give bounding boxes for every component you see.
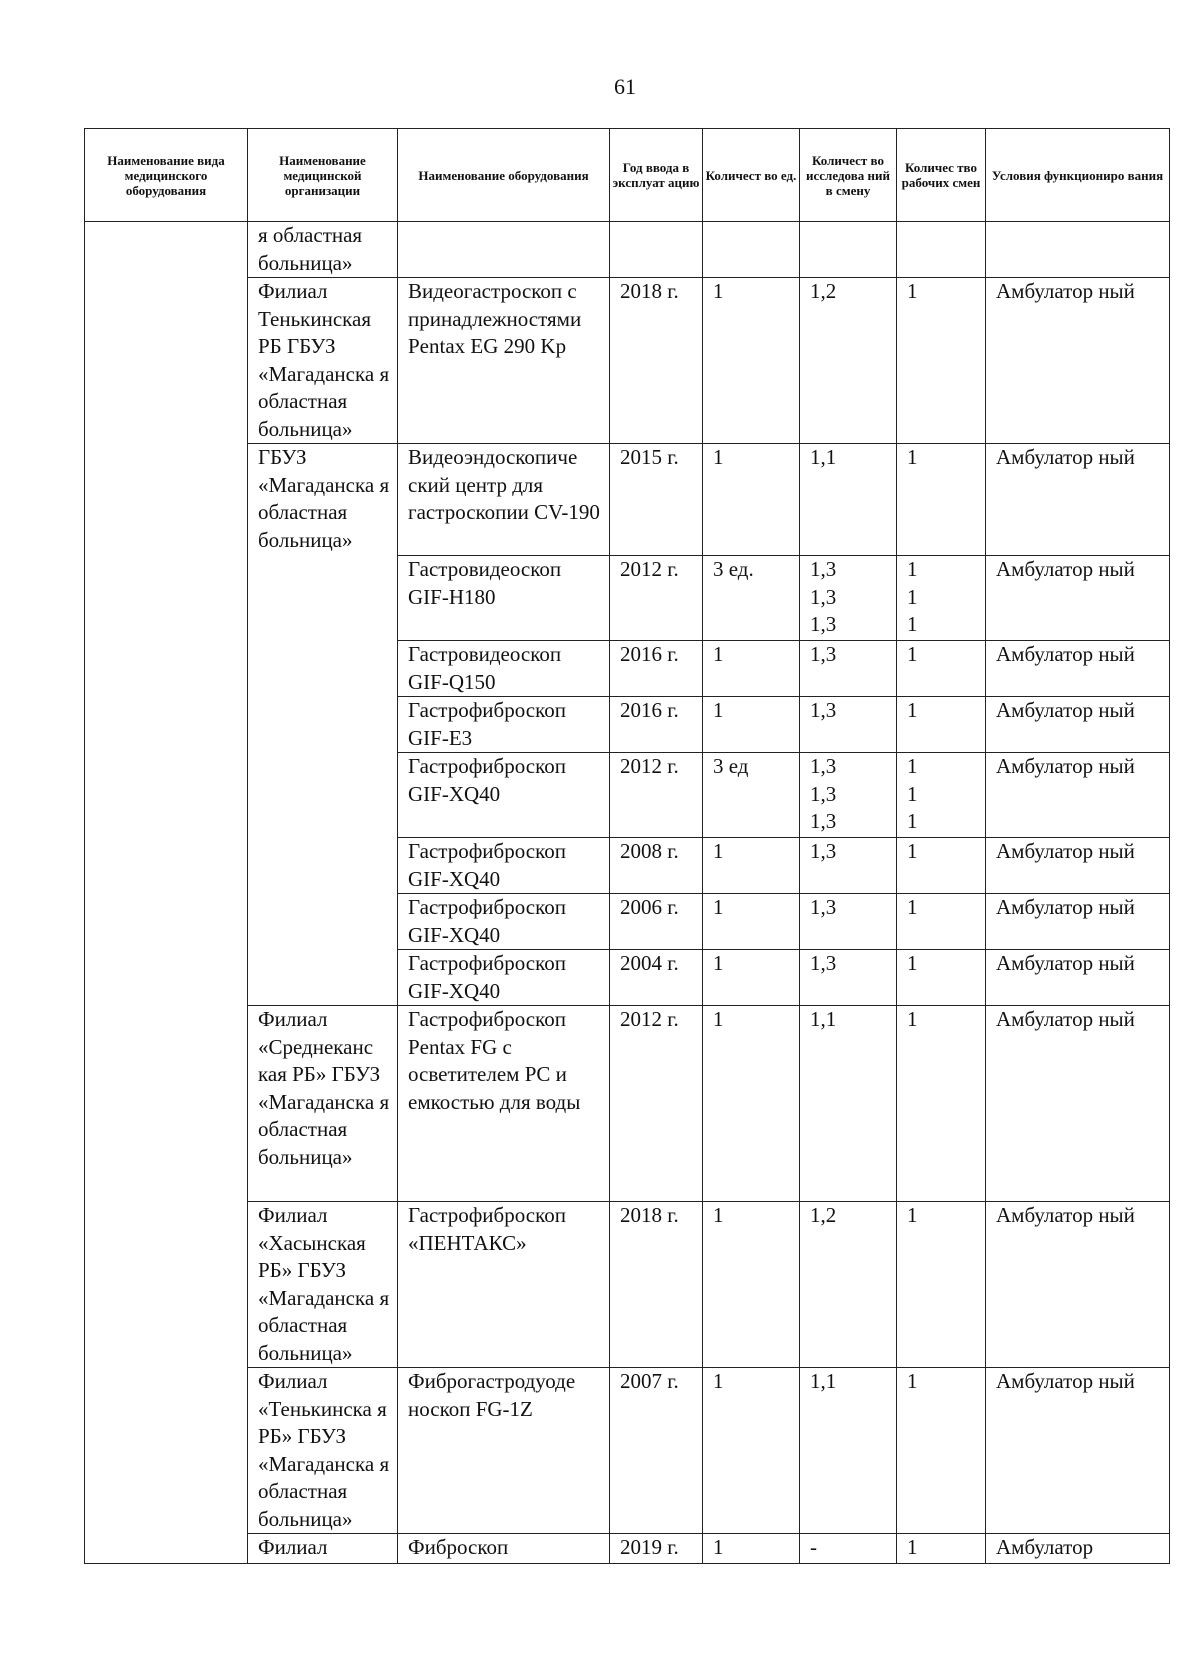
organization-cell: Филиал «Тенькинска я РБ» ГБУЗ «Магаданска я областная больница» <box>248 1368 398 1534</box>
studies-cell: 1,3 <box>800 838 897 894</box>
studies-cell: 1,3 1,3 1,3 <box>800 556 897 641</box>
equipment-name-cell: Фиброгастродуоде носкоп FG-1Z <box>398 1368 610 1534</box>
year-cell: 2006 г. <box>610 894 703 950</box>
equipment-name-cell: Фиброскоп <box>398 1534 610 1564</box>
equipment-type-cell <box>85 222 248 1564</box>
studies-cell: 1,2 <box>800 278 897 444</box>
year-cell: 2004 г. <box>610 950 703 1006</box>
year-cell: 2016 г. <box>610 697 703 753</box>
shifts-cell: 1 1 1 <box>897 753 986 838</box>
quantity-cell: 1 <box>703 894 800 950</box>
quantity-cell: 1 <box>703 641 800 697</box>
shifts-cell: 1 <box>897 894 986 950</box>
table-row <box>85 278 1170 444</box>
conditions-cell <box>986 222 1170 278</box>
conditions-cell: Амбулатор ный <box>986 1368 1170 1534</box>
studies-cell: - <box>800 1534 897 1564</box>
shifts-cell: 1 <box>897 641 986 697</box>
table-row <box>85 1368 1170 1534</box>
studies-cell: 1,3 <box>800 950 897 1006</box>
year-cell: 2015 г. <box>610 444 703 556</box>
header-organization: Наименование медицинской организации <box>248 129 398 222</box>
equipment-name-cell: Видеоэндоскопиче ский центр для гастроскопии CV-190 <box>398 444 610 556</box>
year-cell: 2012 г. <box>610 753 703 838</box>
conditions-cell: Амбулатор ный <box>986 278 1170 444</box>
equipment-name-cell: Гастрофиброскоп Pentax FG с осветителем PC и емкостью для воды <box>398 1006 610 1202</box>
quantity-cell: 3 ед. <box>703 556 800 641</box>
page-number: 61 <box>614 74 636 99</box>
year-cell: 2018 г. <box>610 278 703 444</box>
year-cell: 2012 г. <box>610 1006 703 1202</box>
header-year: Год ввода в эксплуат ацию <box>610 129 703 222</box>
shifts-cell: 1 <box>897 1202 986 1368</box>
header-conditions: Условия функциониро вания <box>986 129 1170 222</box>
equipment-name-cell: Гастровидеоскоп GIF-Q150 <box>398 641 610 697</box>
conditions-cell: Амбулатор ный <box>986 641 1170 697</box>
shifts-cell: 1 1 1 <box>897 556 986 641</box>
conditions-cell: Амбулатор ный <box>986 556 1170 641</box>
studies-cell: 1,3 <box>800 894 897 950</box>
studies-cell: 1,3 1,3 1,3 <box>800 753 897 838</box>
studies-cell: 1,2 <box>800 1202 897 1368</box>
equipment-name-cell: Гастровидеоскоп GIF-H180 <box>398 556 610 641</box>
table-row <box>85 222 1170 278</box>
table-row <box>85 1534 1170 1564</box>
organization-cell: Филиал Тенькинская РБ ГБУЗ «Магаданска я областная больница» <box>248 278 398 444</box>
year-cell: 2007 г. <box>610 1368 703 1534</box>
equipment-name-cell: Гастрофиброскоп GIF-E3 <box>398 697 610 753</box>
studies-cell: 1,1 <box>800 1006 897 1202</box>
conditions-cell: Амбулатор ный <box>986 753 1170 838</box>
year-cell: 2012 г. <box>610 556 703 641</box>
shifts-cell: 1 <box>897 278 986 444</box>
year-cell: 2019 г. <box>610 1534 703 1564</box>
year-cell: 2008 г. <box>610 838 703 894</box>
quantity-cell: 1 <box>703 697 800 753</box>
conditions-cell: Амбулатор ный <box>986 697 1170 753</box>
header-shifts: Количес тво рабочих смен <box>897 129 986 222</box>
conditions-cell: Амбулатор ный <box>986 894 1170 950</box>
equipment-name-cell: Видеогастроскоп с принадлежностями Pentax EG 290 Kp <box>398 278 610 444</box>
studies-cell: 1,3 <box>800 641 897 697</box>
header-equipment-type: Наименование вида медицинского оборудования <box>85 129 248 222</box>
organization-cell: ГБУЗ «Магаданска я областная больница» <box>248 444 398 1006</box>
shifts-cell <box>897 222 986 278</box>
shifts-cell: 1 <box>897 697 986 753</box>
quantity-cell: 1 <box>703 950 800 1006</box>
organization-cell: я областная больница» <box>248 222 398 278</box>
shifts-cell: 1 <box>897 950 986 1006</box>
quantity-cell: 1 <box>703 1202 800 1368</box>
quantity-cell: 1 <box>703 278 800 444</box>
equipment-name-cell: Гастрофиброскоп GIF-XQ40 <box>398 838 610 894</box>
quantity-cell: 1 <box>703 838 800 894</box>
equipment-name-cell <box>398 222 610 278</box>
conditions-cell: Амбулатор ный <box>986 950 1170 1006</box>
table-header-row <box>85 129 1170 222</box>
header-equipment-name: Наименование оборудования <box>398 129 610 222</box>
quantity-cell: 1 <box>703 1006 800 1202</box>
shifts-cell: 1 <box>897 444 986 556</box>
conditions-cell: Амбулатор ный <box>986 444 1170 556</box>
organization-cell: Филиал <box>248 1534 398 1564</box>
equipment-table <box>84 128 1170 1564</box>
shifts-cell: 1 <box>897 1006 986 1202</box>
quantity-cell: 1 <box>703 1534 800 1564</box>
studies-cell: 1,1 <box>800 444 897 556</box>
table-row <box>85 1202 1170 1368</box>
conditions-cell: Амбулатор <box>986 1534 1170 1564</box>
header-studies-per-shift: Количест во исследова ний в смену <box>800 129 897 222</box>
year-cell: 2018 г. <box>610 1202 703 1368</box>
equipment-name-cell: Гастрофиброскоп GIF-XQ40 <box>398 753 610 838</box>
table-row <box>85 444 1170 556</box>
quantity-cell: 1 <box>703 1368 800 1534</box>
shifts-cell: 1 <box>897 838 986 894</box>
table-row <box>85 1006 1170 1202</box>
quantity-cell <box>703 222 800 278</box>
conditions-cell: Амбулатор ный <box>986 1006 1170 1202</box>
studies-cell: 1,3 <box>800 697 897 753</box>
quantity-cell: 3 ед <box>703 753 800 838</box>
shifts-cell: 1 <box>897 1368 986 1534</box>
year-cell: 2016 г. <box>610 641 703 697</box>
conditions-cell: Амбулатор ный <box>986 1202 1170 1368</box>
equipment-name-cell: Гастрофиброскоп GIF-XQ40 <box>398 950 610 1006</box>
year-cell <box>610 222 703 278</box>
organization-cell: Филиал «Среднеканс кая РБ» ГБУЗ «Магаданска я областная больница» <box>248 1006 398 1202</box>
studies-cell <box>800 222 897 278</box>
studies-cell: 1,1 <box>800 1368 897 1534</box>
equipment-name-cell: Гастрофиброскоп GIF-XQ40 <box>398 894 610 950</box>
quantity-cell: 1 <box>703 444 800 556</box>
shifts-cell: 1 <box>897 1534 986 1564</box>
header-quantity: Количест во ед. <box>703 129 800 222</box>
conditions-cell: Амбулатор ный <box>986 838 1170 894</box>
organization-cell: Филиал «Хасынская РБ» ГБУЗ «Магаданска я областная больница» <box>248 1202 398 1368</box>
equipment-name-cell: Гастрофиброскоп «ПЕНТАКС» <box>398 1202 610 1368</box>
